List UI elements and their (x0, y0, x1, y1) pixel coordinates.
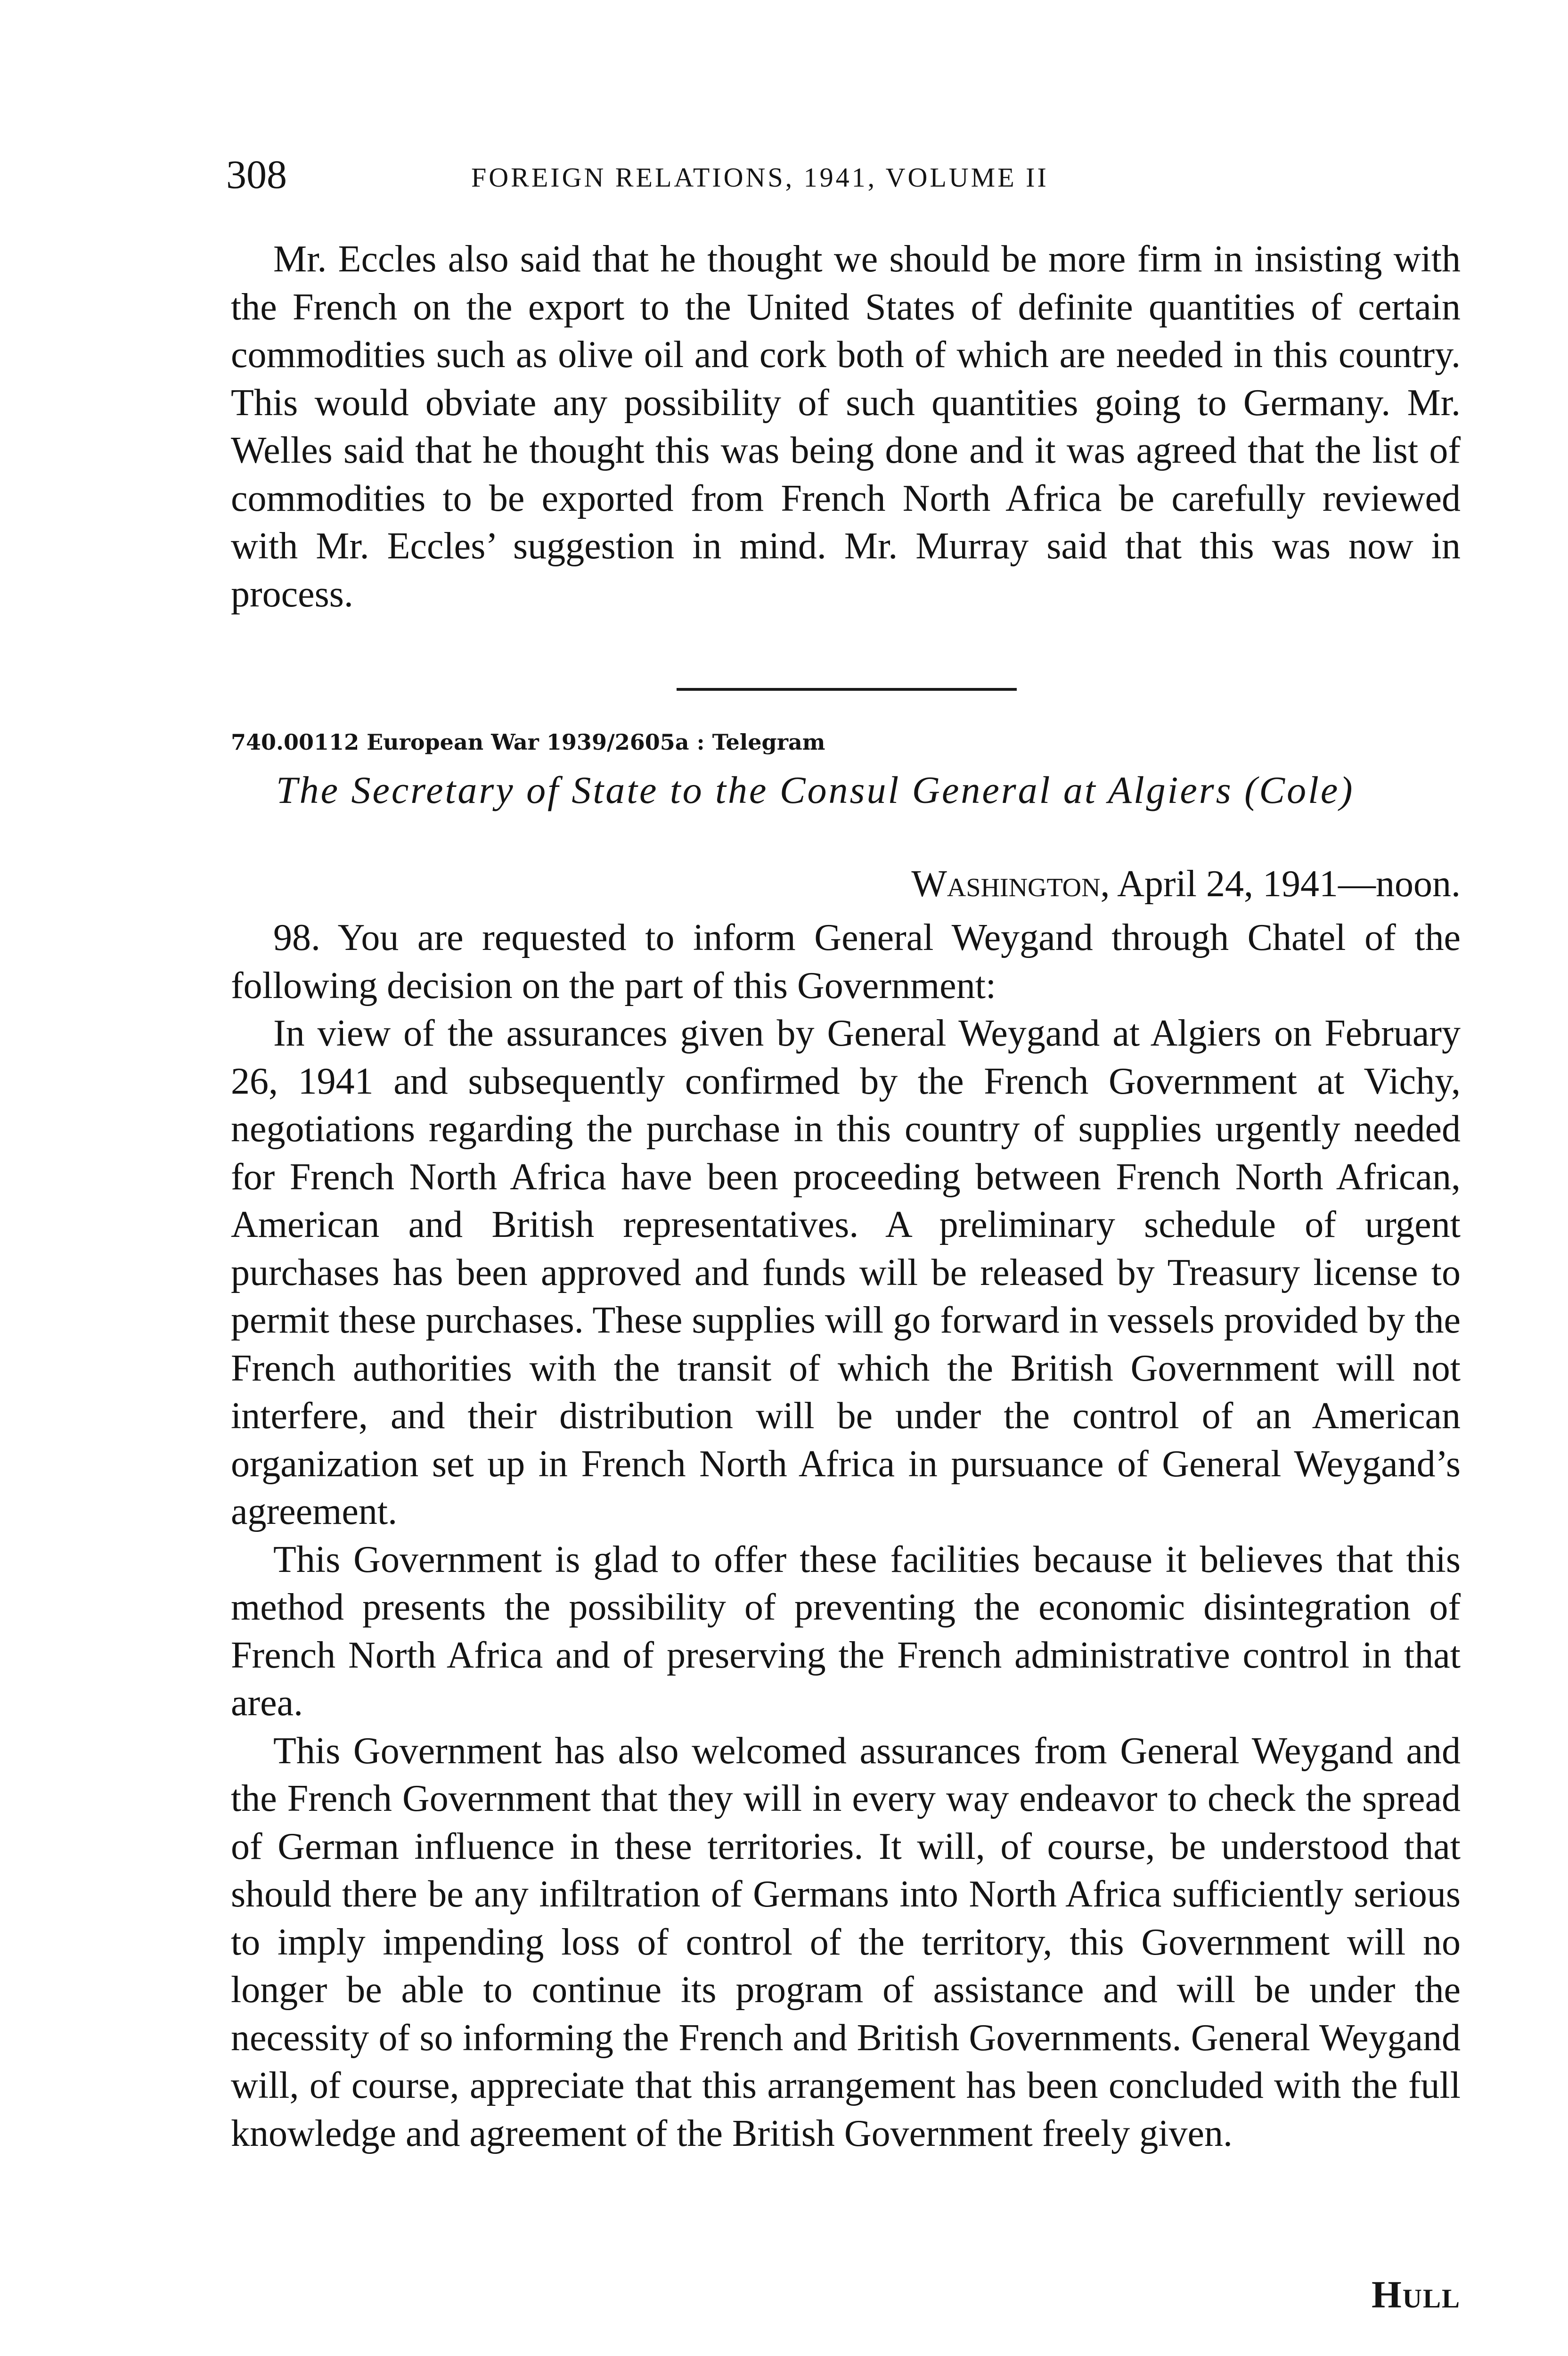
telegram-paragraph: 98. You are requested to inform General Weygand through Chatel of the following decision on the part of this Government: (231, 917, 1461, 1006)
page-header (226, 141, 1461, 207)
dateline-date: , April 24, 1941—noon. (1100, 863, 1461, 905)
intro-paragraph-block (231, 236, 1461, 618)
file-reference: 740.00112 European War 1939/2605a : Telegram (231, 729, 825, 755)
telegram-paragraph: This Government has also welcomed assurances from General Weygand and the French Government that they will in every way endeavor to check the spread of German influence in these territories. It will, of course, be understood that should there be any infiltration of Germans into North Africa sufficiently serious to imply impending loss of control of the territory, this Government will no longer be able to continue its program of assistance and will be under the necessity of so informing the French and British Governments. General Weygand will, of course, appreciate that this arrangement has been concluded with the full knowledge and agreement of the British Government freely given. (231, 1730, 1461, 2154)
page-number: 308 (226, 152, 287, 197)
dateline-place: Washington (911, 863, 1101, 905)
document-title: The Secretary of State to the Consul General at Algiers (Cole) (276, 769, 1355, 811)
dateline (820, 860, 1461, 908)
section-divider (677, 688, 1017, 691)
telegram-paragraph: In view of the assurances given by General Weygand at Algiers on February 26, 1941 and subsequently confirmed by the French Government at Vichy, negotiations regarding the purchase in this country of supplies urgently needed for French North Africa have been proceeding between French North African, American and British representatives. A preliminary schedule of urgent purchases has been approved and funds will be released by Treasury license to permit these purchases. These supplies will go forward in vessels provided by the French authorities with the transit of which the British Government will not interfere, and their distribution will be under the control of an American organization set up in French North Africa in pursuance of General Weygand’s agreement. (231, 1013, 1461, 1532)
telegram-body (231, 914, 1461, 2158)
signature: Hull (1372, 2273, 1461, 2316)
telegram-paragraph: This Government is glad to offer these facilities because it believes that this method presents the possibility of preventing the economic disintegration of French North Africa and of preserving the French administrative control in that area. (231, 1538, 1461, 1724)
intro-paragraph: Mr. Eccles also said that he thought we should be more firm in insisting with the French on the export to the United States of definite quantities of certain commodities such as olive oil and cork both of which are needed in this country. This would obviate any possibility of such quantities going to Germany. Mr. Welles said that he thought this was being done and it was agreed that the list of commodities to be exported from French North Africa be carefully reviewed with Mr. Eccles’ suggestion in mind. Mr. Murray said that this was now in process. (231, 238, 1461, 615)
running-head: FOREIGN RELATIONS, 1941, VOLUME II (471, 162, 1049, 193)
